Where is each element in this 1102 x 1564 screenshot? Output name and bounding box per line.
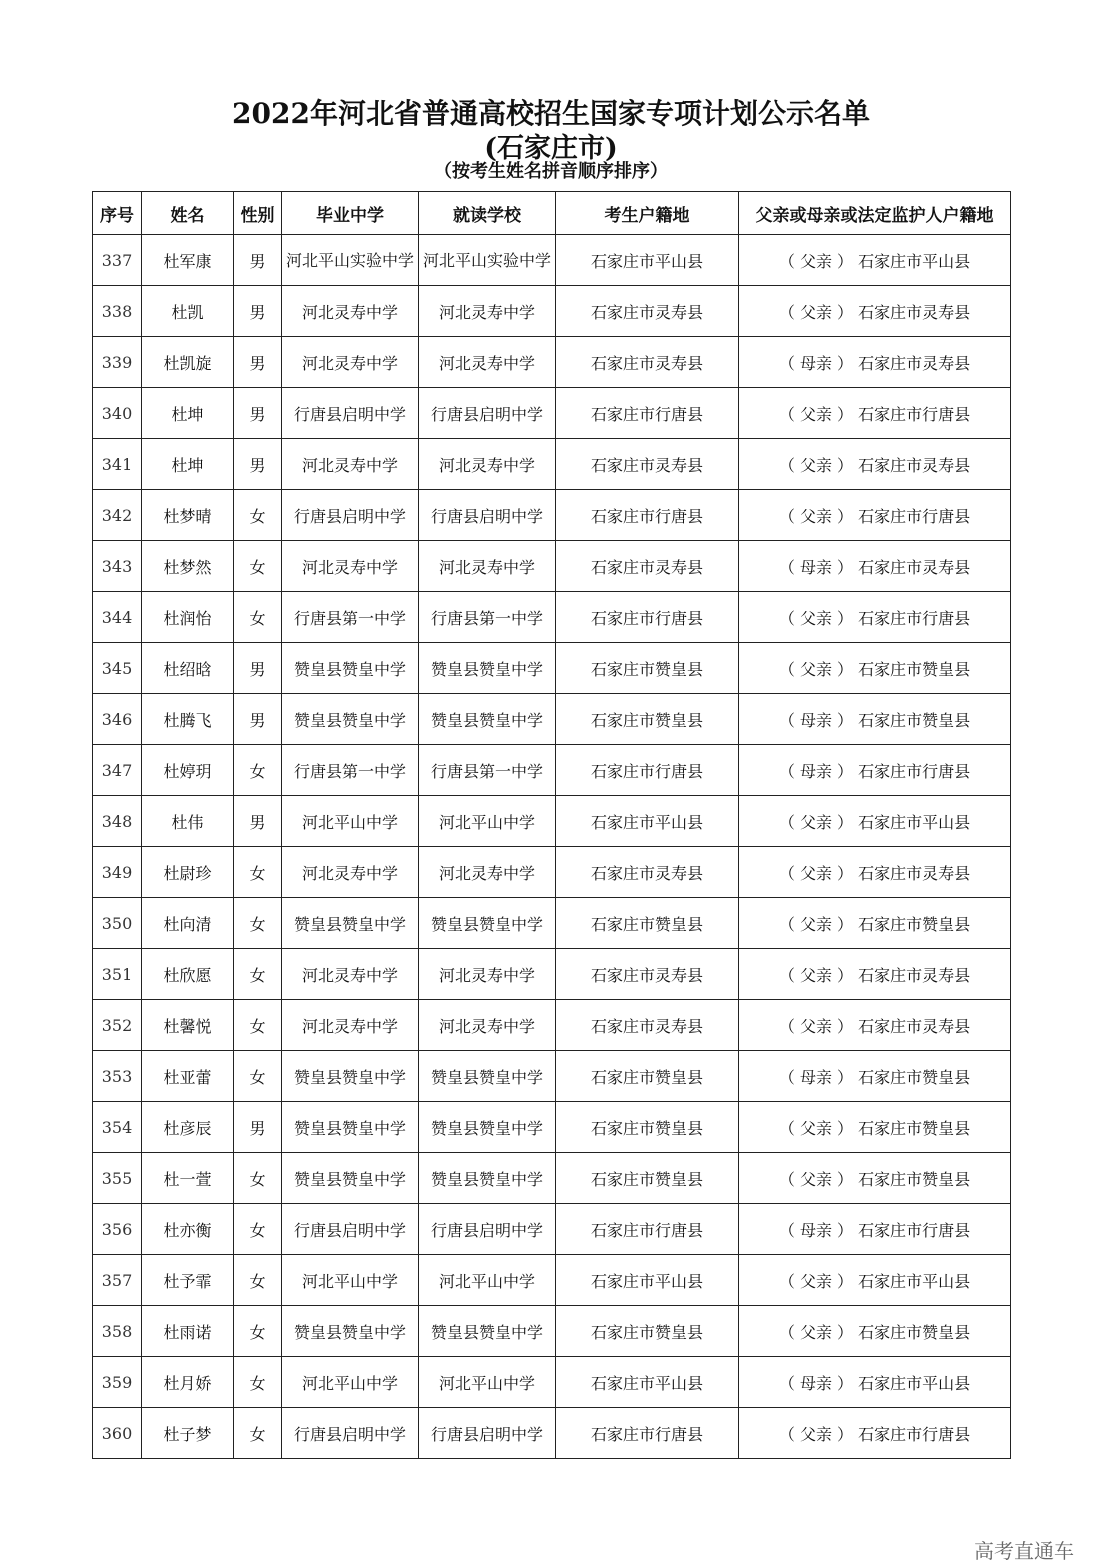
cell-number: 358	[93, 1306, 142, 1357]
cell-gender: 男	[234, 1102, 282, 1153]
cell-current-school: 河北灵寿中学	[419, 439, 556, 490]
cell-graduation-school: 河北平山中学	[282, 1357, 419, 1408]
cell-guardian-residence: （ 父亲 ） 石家庄市灵寿县	[739, 1000, 1011, 1051]
cell-graduation-school: 行唐县第一中学	[282, 592, 419, 643]
cell-current-school: 赞皇县赞皇中学	[419, 1051, 556, 1102]
cell-gender: 女	[234, 949, 282, 1000]
cell-graduation-school: 河北灵寿中学	[282, 541, 419, 592]
cell-guardian-residence: （ 父亲 ） 石家庄市平山县	[739, 796, 1011, 847]
table-row	[93, 1408, 1011, 1459]
cell-current-school: 河北灵寿中学	[419, 337, 556, 388]
cell-current-school: 河北灵寿中学	[419, 1000, 556, 1051]
cell-number: 340	[93, 388, 142, 439]
cell-name: 杜婷玥	[142, 745, 234, 796]
cell-gender: 男	[234, 439, 282, 490]
cell-number: 349	[93, 847, 142, 898]
cell-graduation-school: 河北灵寿中学	[282, 286, 419, 337]
cell-number: 338	[93, 286, 142, 337]
cell-number: 348	[93, 796, 142, 847]
cell-guardian-residence: （ 父亲 ） 石家庄市行唐县	[739, 592, 1011, 643]
cell-guardian-residence: （ 母亲 ） 石家庄市行唐县	[739, 1204, 1011, 1255]
cell-residence: 石家庄市赞皇县	[556, 1102, 739, 1153]
cell-graduation-school: 赞皇县赞皇中学	[282, 694, 419, 745]
table-row	[93, 1357, 1011, 1408]
table-row	[93, 1306, 1011, 1357]
cell-gender: 女	[234, 1153, 282, 1204]
table-row	[93, 490, 1011, 541]
cell-number: 350	[93, 898, 142, 949]
header-row	[93, 192, 1011, 235]
page-title: 2022年河北省普通高校招生国家专项计划公示名单	[232, 97, 870, 130]
cell-residence: 石家庄市灵寿县	[556, 847, 739, 898]
cell-number: 354	[93, 1102, 142, 1153]
cell-guardian-residence: （ 父亲 ） 石家庄市赞皇县	[739, 1306, 1011, 1357]
cell-residence: 石家庄市赞皇县	[556, 1153, 739, 1204]
cell-gender: 女	[234, 898, 282, 949]
cell-graduation-school: 河北灵寿中学	[282, 1000, 419, 1051]
cell-graduation-school: 河北灵寿中学	[282, 337, 419, 388]
cell-guardian-residence: （ 父亲 ） 石家庄市灵寿县	[739, 439, 1011, 490]
cell-guardian-residence: （ 父亲 ） 石家庄市行唐县	[739, 388, 1011, 439]
cell-graduation-school: 行唐县启明中学	[282, 1408, 419, 1459]
cell-number: 345	[93, 643, 142, 694]
cell-current-school: 赞皇县赞皇中学	[419, 643, 556, 694]
table-row	[93, 1102, 1011, 1153]
table-row	[93, 1204, 1011, 1255]
cell-graduation-school: 河北平山实验中学	[282, 235, 419, 286]
cell-residence: 石家庄市行唐县	[556, 1204, 739, 1255]
cell-gender: 女	[234, 847, 282, 898]
cell-name: 杜雨诺	[142, 1306, 234, 1357]
cell-number: 341	[93, 439, 142, 490]
cell-gender: 女	[234, 541, 282, 592]
cell-number: 339	[93, 337, 142, 388]
cell-number: 352	[93, 1000, 142, 1051]
cell-graduation-school: 河北平山中学	[282, 1255, 419, 1306]
cell-name: 杜馨悦	[142, 1000, 234, 1051]
cell-residence: 石家庄市平山县	[556, 1255, 739, 1306]
cell-current-school: 赞皇县赞皇中学	[419, 694, 556, 745]
cell-residence: 石家庄市行唐县	[556, 388, 739, 439]
cell-number: 347	[93, 745, 142, 796]
cell-graduation-school: 行唐县启明中学	[282, 490, 419, 541]
cell-gender: 女	[234, 1408, 282, 1459]
cell-residence: 石家庄市行唐县	[556, 745, 739, 796]
cell-guardian-residence: （ 父亲 ） 石家庄市平山县	[739, 1255, 1011, 1306]
table-row	[93, 286, 1011, 337]
cell-gender: 女	[234, 1255, 282, 1306]
cell-graduation-school: 赞皇县赞皇中学	[282, 1153, 419, 1204]
cell-guardian-residence: （ 父亲 ） 石家庄市平山县	[739, 235, 1011, 286]
cell-residence: 石家庄市赞皇县	[556, 643, 739, 694]
cell-guardian-residence: （ 父亲 ） 石家庄市灵寿县	[739, 949, 1011, 1000]
table-row	[93, 439, 1011, 490]
cell-current-school: 河北灵寿中学	[419, 847, 556, 898]
cell-gender: 男	[234, 286, 282, 337]
cell-guardian-residence: （ 父亲 ） 石家庄市赞皇县	[739, 1153, 1011, 1204]
cell-guardian-residence: （ 父亲 ） 石家庄市行唐县	[739, 490, 1011, 541]
cell-number: 342	[93, 490, 142, 541]
cell-graduation-school: 河北平山中学	[282, 796, 419, 847]
cell-guardian-residence: （ 母亲 ） 石家庄市灵寿县	[739, 337, 1011, 388]
cell-gender: 女	[234, 592, 282, 643]
roster-table	[92, 191, 1011, 1459]
cell-current-school: 行唐县第一中学	[419, 592, 556, 643]
cell-current-school: 河北平山中学	[419, 1255, 556, 1306]
table-row	[93, 694, 1011, 745]
table-row	[93, 541, 1011, 592]
cell-gender: 男	[234, 796, 282, 847]
cell-residence: 石家庄市赞皇县	[556, 1306, 739, 1357]
cell-name: 杜军康	[142, 235, 234, 286]
cell-guardian-residence: （ 父亲 ） 石家庄市赞皇县	[739, 1102, 1011, 1153]
cell-gender: 女	[234, 1051, 282, 1102]
cell-number: 360	[93, 1408, 142, 1459]
cell-name: 杜凯	[142, 286, 234, 337]
cell-guardian-residence: （ 母亲 ） 石家庄市赞皇县	[739, 694, 1011, 745]
cell-current-school: 行唐县启明中学	[419, 388, 556, 439]
cell-graduation-school: 河北灵寿中学	[282, 847, 419, 898]
cell-residence: 石家庄市行唐县	[556, 592, 739, 643]
sort-note: （按考生姓名拼音顺序排序）	[434, 161, 668, 182]
cell-residence: 石家庄市灵寿县	[556, 949, 739, 1000]
cell-number: 355	[93, 1153, 142, 1204]
cell-name: 杜润怡	[142, 592, 234, 643]
cell-name: 杜月娇	[142, 1357, 234, 1408]
cell-current-school: 河北平山中学	[419, 796, 556, 847]
cell-current-school: 河北灵寿中学	[419, 949, 556, 1000]
cell-residence: 石家庄市平山县	[556, 1357, 739, 1408]
cell-gender: 女	[234, 1306, 282, 1357]
cell-name: 杜绍晗	[142, 643, 234, 694]
cell-graduation-school: 赞皇县赞皇中学	[282, 1306, 419, 1357]
cell-residence: 石家庄市灵寿县	[556, 286, 739, 337]
cell-current-school: 赞皇县赞皇中学	[419, 1306, 556, 1357]
cell-name: 杜坤	[142, 388, 234, 439]
table-row	[93, 1153, 1011, 1204]
cell-number: 346	[93, 694, 142, 745]
cell-residence: 石家庄市赞皇县	[556, 694, 739, 745]
cell-current-school: 赞皇县赞皇中学	[419, 1102, 556, 1153]
cell-residence: 石家庄市灵寿县	[556, 337, 739, 388]
cell-number: 356	[93, 1204, 142, 1255]
cell-current-school: 赞皇县赞皇中学	[419, 1153, 556, 1204]
cell-guardian-residence: （ 母亲 ） 石家庄市赞皇县	[739, 1051, 1011, 1102]
cell-number: 343	[93, 541, 142, 592]
cell-guardian-residence: （ 母亲 ） 石家庄市行唐县	[739, 745, 1011, 796]
table-row	[93, 898, 1011, 949]
cell-residence: 石家庄市赞皇县	[556, 898, 739, 949]
cell-residence: 石家庄市平山县	[556, 796, 739, 847]
cell-name: 杜坤	[142, 439, 234, 490]
table-row	[93, 847, 1011, 898]
cell-gender: 女	[234, 1357, 282, 1408]
cell-guardian-residence: （ 父亲 ） 石家庄市赞皇县	[739, 898, 1011, 949]
cell-name: 杜凯旋	[142, 337, 234, 388]
cell-name: 杜彦辰	[142, 1102, 234, 1153]
cell-name: 杜梦晴	[142, 490, 234, 541]
cell-current-school: 行唐县启明中学	[419, 1408, 556, 1459]
table-row	[93, 745, 1011, 796]
city-subtitle: (石家庄市)	[484, 133, 618, 164]
table-row	[93, 796, 1011, 847]
cell-name: 杜子梦	[142, 1408, 234, 1459]
cell-number: 351	[93, 949, 142, 1000]
cell-gender: 男	[234, 337, 282, 388]
cell-name: 杜亚蕾	[142, 1051, 234, 1102]
cell-graduation-school: 赞皇县赞皇中学	[282, 643, 419, 694]
cell-residence: 石家庄市灵寿县	[556, 439, 739, 490]
cell-gender: 男	[234, 388, 282, 439]
watermark-text: 高考直通车	[974, 1539, 1074, 1563]
cell-graduation-school: 赞皇县赞皇中学	[282, 1051, 419, 1102]
cell-residence: 石家庄市行唐县	[556, 1408, 739, 1459]
cell-guardian-residence: （ 母亲 ） 石家庄市灵寿县	[739, 541, 1011, 592]
cell-graduation-school: 赞皇县赞皇中学	[282, 1102, 419, 1153]
cell-residence: 石家庄市赞皇县	[556, 1051, 739, 1102]
cell-current-school: 行唐县第一中学	[419, 745, 556, 796]
table-row	[93, 949, 1011, 1000]
cell-guardian-residence: （ 父亲 ） 石家庄市赞皇县	[739, 643, 1011, 694]
cell-number: 344	[93, 592, 142, 643]
cell-current-school: 赞皇县赞皇中学	[419, 898, 556, 949]
cell-graduation-school: 行唐县启明中学	[282, 388, 419, 439]
col-header-residence: 考生户籍地	[556, 192, 739, 235]
col-header-current-school: 就读学校	[419, 192, 556, 235]
cell-gender: 女	[234, 745, 282, 796]
table-row	[93, 643, 1011, 694]
cell-current-school: 河北灵寿中学	[419, 286, 556, 337]
cell-name: 杜尉珍	[142, 847, 234, 898]
cell-residence: 石家庄市灵寿县	[556, 1000, 739, 1051]
cell-number: 337	[93, 235, 142, 286]
cell-name: 杜亦衡	[142, 1204, 234, 1255]
cell-name: 杜向清	[142, 898, 234, 949]
cell-guardian-residence: （ 父亲 ） 石家庄市灵寿县	[739, 847, 1011, 898]
table-row	[93, 388, 1011, 439]
table-row	[93, 592, 1011, 643]
table-row	[93, 337, 1011, 388]
cell-current-school: 河北平山中学	[419, 1357, 556, 1408]
col-header-name: 姓名	[142, 192, 234, 235]
cell-gender: 女	[234, 1000, 282, 1051]
cell-graduation-school: 河北灵寿中学	[282, 949, 419, 1000]
cell-name: 杜一萱	[142, 1153, 234, 1204]
col-header-guardian-residence: 父亲或母亲或法定监护人户籍地	[739, 192, 1011, 235]
cell-current-school: 河北灵寿中学	[419, 541, 556, 592]
cell-name: 杜梦然	[142, 541, 234, 592]
table-row	[93, 1051, 1011, 1102]
col-header-gender: 性别	[234, 192, 282, 235]
cell-gender: 男	[234, 694, 282, 745]
cell-number: 357	[93, 1255, 142, 1306]
cell-guardian-residence: （ 父亲 ） 石家庄市行唐县	[739, 1408, 1011, 1459]
cell-graduation-school: 行唐县启明中学	[282, 1204, 419, 1255]
cell-gender: 女	[234, 1204, 282, 1255]
col-header-number: 序号	[93, 192, 142, 235]
cell-name: 杜腾飞	[142, 694, 234, 745]
cell-gender: 男	[234, 235, 282, 286]
cell-number: 353	[93, 1051, 142, 1102]
cell-gender: 男	[234, 643, 282, 694]
cell-residence: 石家庄市平山县	[556, 235, 739, 286]
cell-number: 359	[93, 1357, 142, 1408]
cell-current-school: 行唐县启明中学	[419, 1204, 556, 1255]
table-row	[93, 1255, 1011, 1306]
cell-guardian-residence: （ 父亲 ） 石家庄市灵寿县	[739, 286, 1011, 337]
cell-residence: 石家庄市灵寿县	[556, 541, 739, 592]
cell-graduation-school: 赞皇县赞皇中学	[282, 898, 419, 949]
cell-graduation-school: 行唐县第一中学	[282, 745, 419, 796]
table-row	[93, 235, 1011, 286]
col-header-graduation-school: 毕业中学	[282, 192, 419, 235]
cell-graduation-school: 河北灵寿中学	[282, 439, 419, 490]
cell-name: 杜欣愿	[142, 949, 234, 1000]
cell-current-school: 河北平山实验中学	[419, 235, 556, 286]
table-row	[93, 1000, 1011, 1051]
cell-residence: 石家庄市行唐县	[556, 490, 739, 541]
cell-gender: 女	[234, 490, 282, 541]
cell-name: 杜予霏	[142, 1255, 234, 1306]
cell-name: 杜伟	[142, 796, 234, 847]
cell-current-school: 行唐县启明中学	[419, 490, 556, 541]
cell-guardian-residence: （ 母亲 ） 石家庄市平山县	[739, 1357, 1011, 1408]
